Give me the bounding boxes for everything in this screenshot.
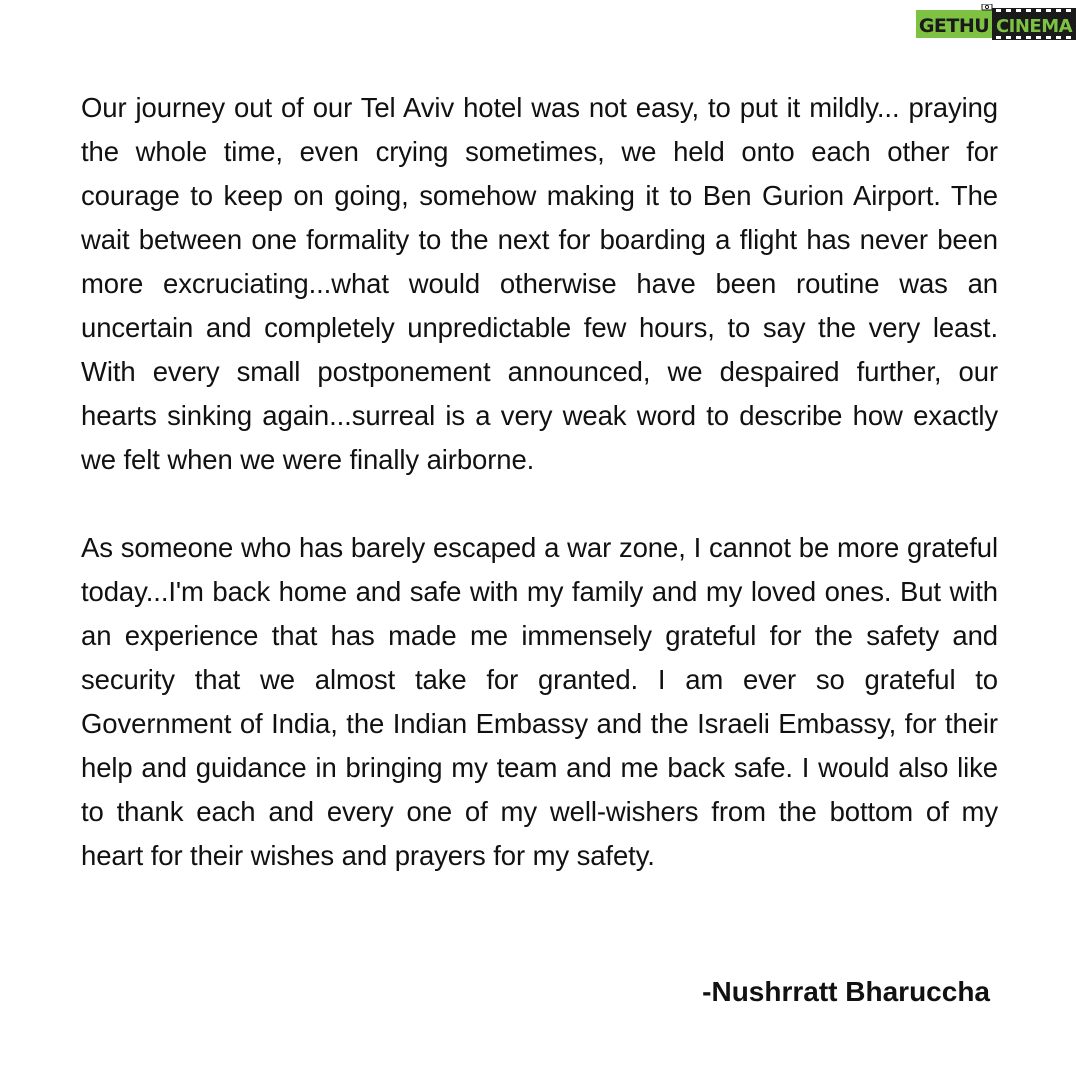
camera-icon xyxy=(982,4,992,10)
logo-text-cinema: CINEMA xyxy=(995,16,1073,37)
statement-paragraph: As someone who has barely escaped a war zone, I cannot be more grateful today...I'm back home and safe with my family and my loved ones. But with an experience that has made me immensely grateful for the safety and security that we almost take for granted. I am ever so grateful to Government of India, the Indian Embassy and the Israeli Embassy, for their help and guidance in bringing my team and me back safe. I would also like to thank each and every one of my well-wishers from the bottom of my heart for their wishes and prayers for my safety. xyxy=(81,532,998,871)
statement-paragraph: Our journey out of our Tel Aviv hotel was not easy, to put it mildly... praying the whole time, even crying sometimes, we held onto each other for courage to keep on going, somehow making it to Ben Gurion Airport. The wait between one formality to the next for boarding a flight has never been more excruciating...what would otherwise have been routine was an uncertain and completely unpredictable few hours, to say the very least. With every small postponement announced, we despaired further, our hearts sinking again...surreal is a very weak word to describe how exactly we felt when we were finally airborne. xyxy=(81,92,998,475)
signature: -Nushrratt Bharuccha xyxy=(702,976,990,1007)
logo-text-gethu: GETHU xyxy=(918,15,990,37)
statement-body xyxy=(81,86,998,878)
gethu-cinema-logo xyxy=(916,4,1076,42)
